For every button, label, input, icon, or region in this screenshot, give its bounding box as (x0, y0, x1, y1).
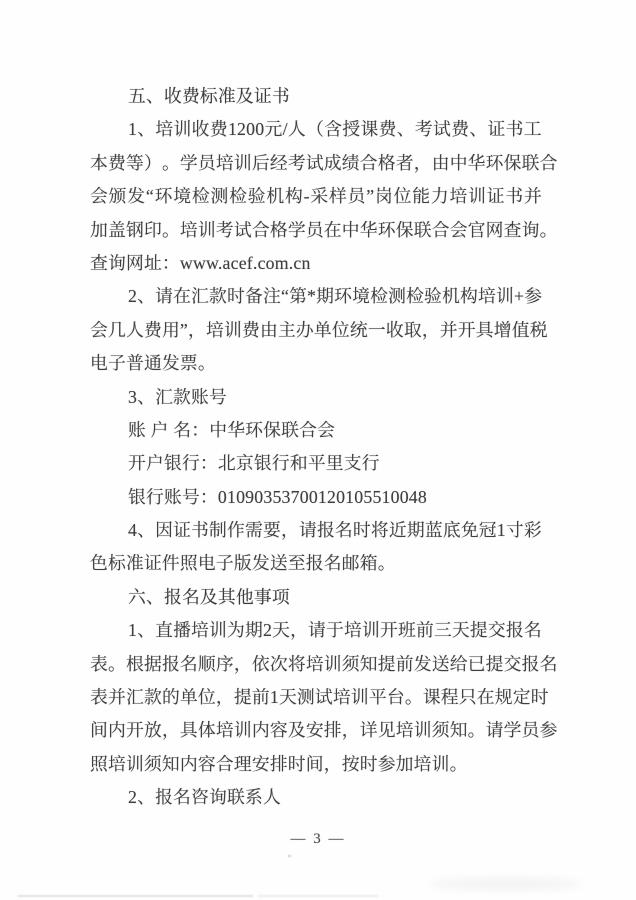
text-line: 开户银行：北京银行和平里支行 (128, 453, 380, 474)
text-line: 2 、 请 在 汇 款 时 备 注 “ 第 * 期 环 境 检 测 检 验 机 构 培 训 + 参 (128, 286, 543, 307)
text-line: 1 、 培 训 收 费 1200 元 / 人 （ 含 授 课 费 、 考 试 费 、 证 书 工 (128, 119, 542, 140)
text-line: 银行账号：01090353700120105510048 (128, 486, 427, 507)
scan-smudge-artifact (431, 878, 581, 890)
section-heading: 五、收费标准及证书 (128, 86, 290, 106)
text-line: 加 盖 钢 印 。 培 训 考 试 合 格 学 员 在 中 华 环 保 联 合 会 官 网 查 询 。 (90, 219, 558, 240)
scan-edge-artifact (258, 895, 378, 897)
page-footer (0, 830, 636, 848)
text-line: 会 几 人 费 用 ” ， 培 训 费 由 主 办 单 位 统 一 收 取 ， 并 开 具 增 值 税 (90, 319, 548, 340)
document-body (90, 80, 558, 815)
text-line: 表 并 汇 款 的 单 位 ， 提 前 1 天 测 试 培 训 平 台 。 课 程 只 在 规 定 时 (90, 687, 549, 708)
text-line: 表 。 根 据 报 名 顺 序 ， 依 次 将 培 训 须 知 提 前 发 送 给 已 提 交 报 名 (90, 653, 558, 674)
text-line: 本 费 等 ） 。 学 员 培 训 后 经 考 试 成 绩 合 格 者 ， 由 中 华 环 保 联 合 (90, 152, 558, 173)
text-line: 2、报名咨询联系人 (128, 787, 281, 808)
scan-edge-artifact (18, 895, 253, 897)
text-line: 4 、 因 证 书 制 作 需 要 ， 请 报 名 时 将 近 期 蓝 底 免 冠 1 寸 彩 (128, 520, 542, 541)
text-line: 电子普通发票。 (90, 353, 216, 374)
text-line: 账 户 名：中华环保联合会 (128, 419, 336, 440)
text-line: 间 内 开 放 ， 具 体 培 训 内 容 及 安 排 ， 详 见 培 训 须 知 。 请 学 员 参 (90, 720, 558, 741)
text-line: 1 、 直 播 培 训 为 期 2 天 ， 请 于 培 训 开 班 前 三 天 提 交 报 名 (128, 620, 542, 641)
scan-speck-artifact (288, 855, 291, 857)
text-line: 色标准证件照电子版发送至报名邮箱。 (90, 553, 396, 574)
section-heading: 六、报名及其他事项 (128, 586, 290, 607)
text-line: 查询网址：www.acef.com.cn (90, 252, 311, 273)
page-number: — 3 — (290, 831, 346, 847)
text-line: 照培训须知内容合理安排时间，按时参加培训。 (90, 753, 468, 774)
text-line: 3、汇款账号 (128, 386, 227, 407)
text-line: 会 颁 发 “ 环 境 检 测 检 验 机 构 - 采 样 员 ” 岗 位 能 力 培 训 证 书 并 (90, 186, 542, 207)
